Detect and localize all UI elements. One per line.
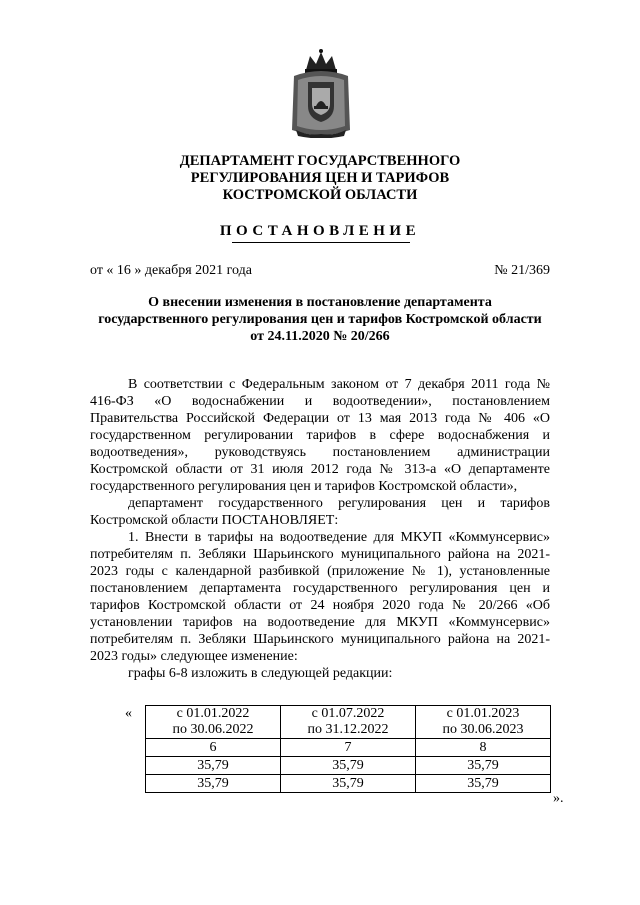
table-cell: 35,79 (281, 757, 416, 775)
open-quote: « (125, 706, 132, 721)
header-from: с 01.01.2022 (176, 706, 250, 721)
body-paragraph-3: 1. Внести в тарифы на водоотведение для МКУП «Коммунсервис» потребителям п. Зебляки Шарьинского муниципального района на 2021-2023 годы с календарной разбивкой (приложение № 1), установленные постановлением департамента государственного регулирования цен и тарифов Костромской области от 24 ноября 2020 года № 20/266 «Об установлении тарифов на водоотведение для МКУП «Коммунсервис» потребителям п. Зебляки Шарьинского муниципального района на 2021-2023 годы» следующее изменение: (90, 530, 550, 664)
subject-line-3: от 24.11.2020 № 20/266 (250, 329, 390, 344)
title-underline (232, 242, 410, 243)
header-from: с 01.01.2023 (446, 706, 520, 721)
department-name (0, 153, 640, 204)
body-paragraph-4: графы 6-8 изложить в следующей редакции: (128, 666, 393, 681)
table-row (146, 775, 551, 793)
table-cell: 6 (146, 739, 281, 757)
table-cell: 35,79 (416, 775, 551, 793)
document-date: от « 16 » декабря 2021 года (90, 263, 252, 278)
subject-line-2: государственного регулирования цен и тарифов Костромской области (98, 312, 542, 327)
document-number: № 21/369 (494, 263, 550, 278)
table-cell: 35,79 (281, 775, 416, 793)
subject-line-1: О внесении изменения в постановление департамента (148, 295, 492, 310)
document-subject (80, 294, 560, 345)
department-line-3: КОСТРОМСКОЙ ОБЛАСТИ (222, 187, 418, 203)
table-cell: 35,79 (146, 757, 281, 775)
table-header-cell (146, 706, 281, 739)
table-cell: 35,79 (146, 775, 281, 793)
table-header-row (146, 706, 551, 739)
table-column-number-row (146, 739, 551, 757)
tariff-table (145, 705, 551, 793)
table-row (146, 757, 551, 775)
table-cell: 35,79 (416, 757, 551, 775)
table-cell: 7 (281, 739, 416, 757)
document-body (90, 376, 550, 682)
department-line-1: ДЕПАРТАМЕНТ ГОСУДАРСТВЕННОГО (179, 153, 461, 169)
table-header-cell (281, 706, 416, 739)
header-from: с 01.07.2022 (311, 706, 385, 721)
body-paragraph-2: департамент государственного регулирования цен и тарифов Костромской области ПОСТАНОВЛЯЕТ: (90, 496, 550, 528)
table-header-cell (416, 706, 551, 739)
coat-of-arms-icon (288, 48, 354, 138)
header-to: по 31.12.2022 (307, 722, 389, 737)
header-to: по 30.06.2022 (172, 722, 254, 737)
department-line-2: РЕГУЛИРОВАНИЯ ЦЕН И ТАРИФОВ (190, 170, 450, 186)
table-cell: 8 (416, 739, 551, 757)
document-type: ПОСТАНОВЛЕНИЕ (219, 223, 421, 239)
close-quote: ». (553, 791, 564, 806)
header-to: по 30.06.2023 (442, 722, 524, 737)
body-paragraph-1: В соответствии с Федеральным законом от 7 декабря 2011 года № 416-ФЗ «О водоснабжении и водоотведении», постановлением Правительства Российской Федерации от 13 мая 2013 года № 406 «О государственном регулировании тарифов в сфере водоснабжения и водоотведения», руководствуясь постановлением администрации Костромской области от 31 июля 2012 года № 313-а «О департаменте государственного регулирования цен и тарифов Костромской области», (90, 377, 550, 494)
